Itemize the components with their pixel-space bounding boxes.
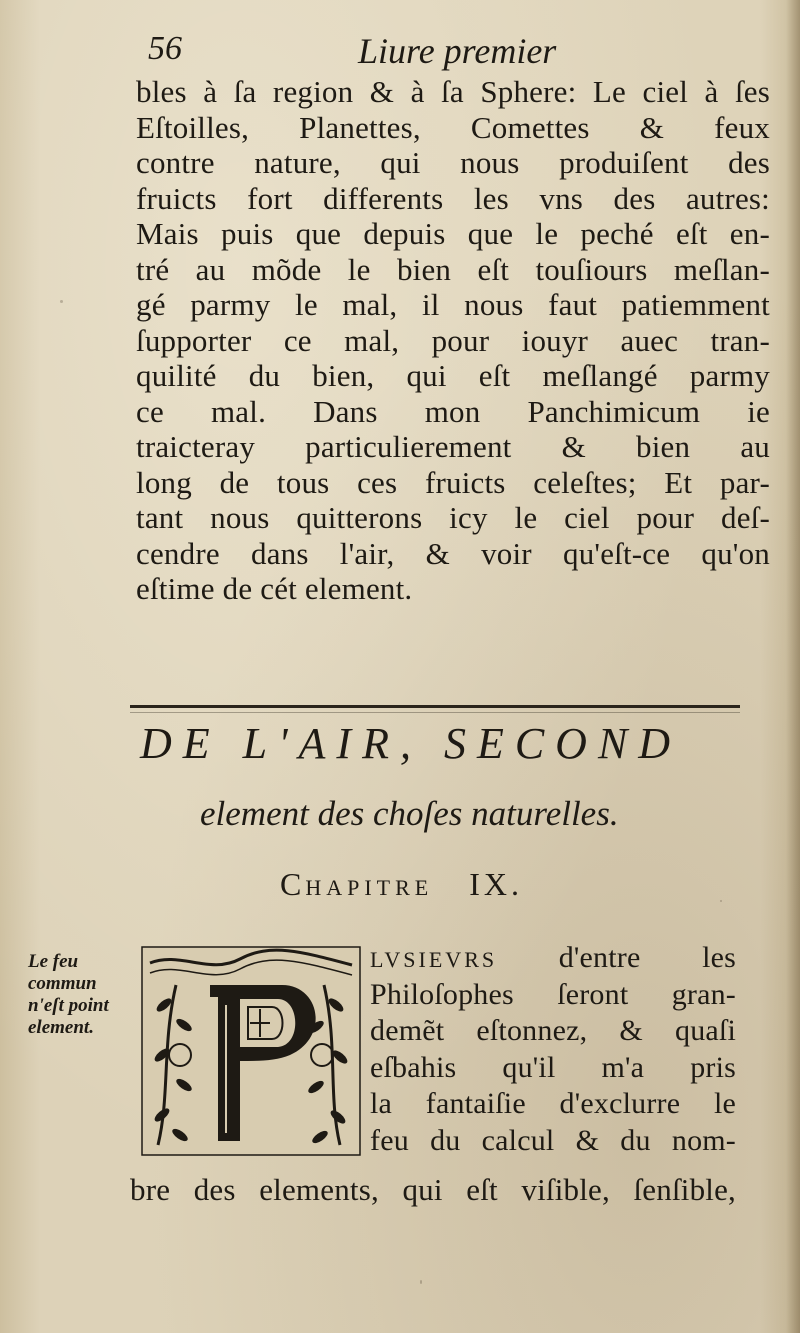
marginal-note-line: n'eſt point — [28, 995, 109, 1016]
body-line: Eſtoilles, Planettes, Comettes & feux — [136, 109, 770, 145]
body-paragraph — [136, 74, 770, 607]
page-edge-shadow — [786, 0, 800, 1333]
chapter-heading — [280, 866, 523, 903]
chapter-number: IX. — [469, 866, 523, 902]
marginal-note-line: element. — [28, 1017, 94, 1038]
body-line: tré au mõde le bien eſt touſiours meſlan- — [136, 251, 770, 287]
marginal-note-line: commun — [28, 973, 97, 994]
chapter-line: Philoſophes ſeront gran- — [370, 977, 736, 1011]
marginal-note — [28, 951, 128, 1039]
running-title: Liure premier — [358, 31, 557, 71]
chapter-line: eſbahis qu'il m'a pris — [370, 1050, 736, 1084]
body-line: bles à ſa region & à ſa Sphere: Le ciel à ſes — [136, 74, 770, 109]
drop-cap-p-ornament — [140, 945, 362, 1157]
paper-speck — [420, 1280, 422, 1284]
chapter-word-initial: C — [280, 866, 306, 902]
body-line: fruicts fort differents les vns des autres: — [136, 180, 770, 216]
body-line: contre nature, qui nous produiſent des — [136, 145, 770, 180]
body-line: cendre dans l'air, & voir qu'eſt-ce qu'on — [136, 535, 770, 571]
body-line: long de tous ces fruicts celeſtes; Et par- — [136, 464, 770, 500]
chapter-first-word: LVSIEVRS — [370, 947, 498, 972]
chapter-line: la fantaiſie d'exclurre le — [370, 1087, 736, 1120]
body-line: ſupporter ce mal, pour iouyr auec tran- — [136, 322, 770, 358]
body-line: traicteray particulierement & bien au — [136, 429, 770, 464]
running-head — [148, 30, 748, 78]
chapter-line: bre des elements, qui eſt viſible, ſenſible, — [130, 1172, 736, 1207]
section-rule — [130, 705, 740, 708]
body-line: Mais puis que depuis que le peché eſt en- — [136, 216, 770, 251]
foliage-ornament-icon — [140, 945, 362, 1157]
chapter-word-rest: HAPITRE — [305, 875, 434, 900]
body-line: ce mal. Dans mon Panchimicum ie — [136, 393, 770, 429]
body-line: gé parmy le mal, il nous faut patiemment — [136, 287, 770, 322]
section-title: DE L'AIR, SECOND — [140, 719, 682, 768]
chapter-final-line — [130, 1172, 736, 1208]
chapter-first-line — [370, 940, 736, 977]
body-line: quilité du bien, qui eſt meſlangé parmy — [136, 358, 770, 393]
marginal-note-line: Le feu — [28, 951, 79, 972]
paper-speck — [60, 300, 63, 303]
chapter-line: feu du calcul & du nom- — [370, 1123, 736, 1157]
chapter-paragraph — [370, 940, 736, 1159]
paper-speck — [720, 900, 722, 902]
body-line: tant nous quitterons icy le ciel pour deſ- — [136, 500, 770, 535]
body-line: eſtime de cét element. — [136, 571, 413, 606]
chapter-first-line-rest: d'entre les — [558, 941, 737, 974]
section-subtitle: element des choſes naturelles. — [200, 794, 619, 833]
page-number: 56 — [148, 30, 182, 67]
chapter-line: demẽt eſtonnez, & quaſi — [370, 1014, 736, 1047]
section-rule-shadow — [130, 712, 740, 713]
